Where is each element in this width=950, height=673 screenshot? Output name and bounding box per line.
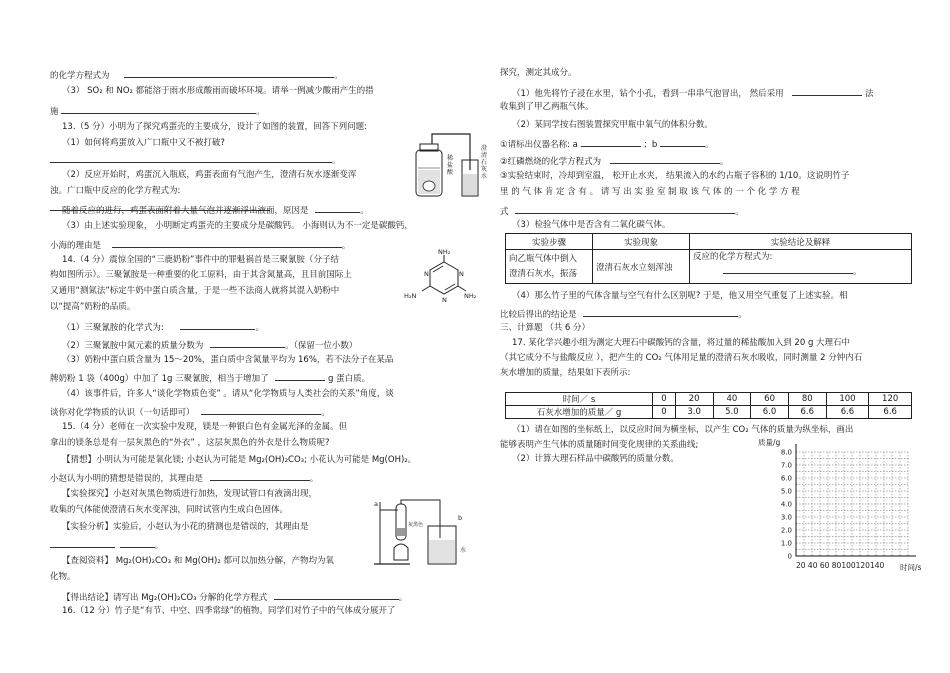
table-cell bbox=[506, 250, 593, 284]
table-cell: 40 bbox=[713, 393, 751, 406]
answer-blank[interactable] bbox=[610, 154, 720, 164]
table-cell: 80 bbox=[788, 393, 826, 406]
r3: 收集到了甲乙两瓶气体。 bbox=[500, 102, 594, 112]
mass-time-table bbox=[505, 392, 912, 419]
r2 bbox=[512, 86, 874, 100]
q12-3-line: （3） SO₂ 和 NO₂ 都能溶于雨水形成酸雨而破坏环境。请举一例减少酸雨产生的措 bbox=[62, 86, 374, 96]
text: 。 bbox=[738, 310, 747, 320]
answer-blank[interactable] bbox=[274, 590, 399, 600]
text: （1）三聚氰胺的化学式为: bbox=[62, 323, 164, 333]
q14-2 bbox=[62, 338, 357, 352]
table-cell: 0 bbox=[653, 406, 676, 419]
table-row bbox=[506, 393, 912, 406]
x-ticks-label: 20 40 60 80100120140 bbox=[796, 561, 885, 570]
text: 。（保留一位小数） bbox=[285, 341, 358, 351]
answer-blank[interactable] bbox=[515, 204, 735, 214]
table-header: 实验步骤 bbox=[506, 234, 593, 250]
q14-4a: （4）该事件后，许多人“谈化学物质色变” 。请从“化学物质与人类社会的关系”角度，谈 bbox=[62, 389, 394, 399]
q13-title: 13.（5 分）小明为了探究鸡蛋壳的主要成分，设计了如图的装置，回答下列问题: bbox=[62, 122, 367, 132]
fig-label: 水 bbox=[460, 547, 467, 554]
text: 小海的理由是 bbox=[50, 241, 102, 251]
answer-blank[interactable] bbox=[210, 471, 310, 481]
mol-label: NH₂ bbox=[438, 248, 451, 256]
r6 bbox=[500, 154, 728, 168]
section-3-title: 三、计算题 （共 6 分） bbox=[500, 323, 591, 333]
fig-label: 灰黑色 bbox=[408, 522, 424, 528]
q13-3b bbox=[50, 238, 350, 252]
q17-1a: （1）请在如图的坐标纸上，以反应时间为横坐标，以产生 CO₂ 气体的质量为纵坐标，画出 bbox=[512, 425, 854, 435]
text: 的化学方程式为 bbox=[50, 71, 110, 81]
table-cell: 6.6 bbox=[826, 406, 869, 419]
q15-ref-a: 【查阅资料】 Mg₂(OH)₂CO₃ 和 Mg(OH)₂ 都可以加热分解，产物均为氧 bbox=[62, 556, 334, 566]
answer-blank[interactable] bbox=[792, 86, 862, 96]
heating-apparatus-figure bbox=[370, 498, 480, 568]
text: 。 bbox=[719, 157, 729, 167]
text: 。 bbox=[321, 408, 330, 418]
q13-2b bbox=[50, 186, 180, 197]
text: 。 bbox=[334, 71, 343, 81]
text: 。 bbox=[256, 107, 265, 117]
table-cell: 6.6 bbox=[788, 406, 826, 419]
q14-1 bbox=[62, 320, 264, 334]
r10: （3）检验气体中是否含有二氧化碳气体。 bbox=[512, 220, 671, 230]
q15-guess-a: 【猜想】小明认为可能是氧化镁; 小赵认为可能是 Mg₂(OH)₂CO₃; 小花认为可能是 Mg(OH)₂。 bbox=[62, 455, 417, 465]
q15-guess-b bbox=[50, 471, 318, 485]
answer-blank[interactable] bbox=[112, 238, 342, 248]
table-cell: 20 bbox=[675, 393, 713, 406]
y-tick-label: 1.0 bbox=[780, 539, 792, 548]
table-cell: 6.0 bbox=[751, 406, 789, 419]
text: 反应的化学方程式为: bbox=[693, 252, 773, 262]
q15-ref-b: 化物。 bbox=[50, 572, 76, 582]
q14-3b bbox=[50, 371, 370, 385]
y-axis-label: 质量/g bbox=[758, 438, 781, 447]
q17b: （其它成分不与盐酸反应 ），把产生的 CO₂ 气体用足量的澄清石灰水吸收，同时测量 2 分钟内石 bbox=[500, 353, 863, 363]
mol-label: NH₂ bbox=[464, 292, 477, 300]
table-cell bbox=[690, 250, 912, 284]
y-tick-label: 4.0 bbox=[780, 500, 792, 509]
egg-apparatus-figure bbox=[410, 130, 490, 200]
text: 【得出结论】请写出 Mg₂(OH)₂CO₃ 分解的化学方程式 bbox=[62, 593, 268, 603]
q14-c: 又通用“测氮法”标定牛奶中蛋白质含量，于是一些不法商人就将其混入奶粉中 bbox=[50, 286, 340, 296]
q13-1-blank-line bbox=[50, 153, 341, 167]
y-tick-label: 6.0 bbox=[780, 474, 792, 483]
r9 bbox=[500, 204, 744, 218]
fig-label: 稀盐酸 bbox=[447, 155, 454, 176]
table-cell: 6.6 bbox=[869, 406, 912, 419]
table-header: 实验现象 bbox=[593, 234, 690, 250]
q13-2c bbox=[62, 203, 369, 217]
q14-4b bbox=[50, 405, 330, 419]
fig-label: b bbox=[458, 514, 463, 522]
table-cell: 3.0 bbox=[675, 406, 713, 419]
y-tick-label: 0 bbox=[787, 552, 792, 561]
y-ticks bbox=[781, 449, 792, 561]
q12-3-blank-line bbox=[50, 104, 265, 118]
answer-blank[interactable] bbox=[275, 371, 325, 381]
q14-3a: （3）奶粉中蛋白质含量为 15～20%，蛋白质中含氮量平均为 16%，若不法分子在某品 bbox=[62, 355, 394, 365]
l1-line bbox=[50, 68, 343, 82]
text: 施 bbox=[50, 107, 59, 117]
table-cell: 60 bbox=[751, 393, 789, 406]
axes bbox=[796, 444, 916, 556]
text: 。 bbox=[154, 541, 164, 551]
answer-blank[interactable] bbox=[201, 405, 321, 415]
y-tick-label: 5.0 bbox=[780, 487, 792, 496]
y-tick-label: 2.0 bbox=[780, 526, 792, 535]
table-cell: 0 bbox=[653, 393, 676, 406]
q17a: 17. 某化学兴趣小组为测定大理石中碳酸钙的含量，将过量的稀盐酸加入到 20 g 大理石中 bbox=[512, 338, 851, 348]
answer-blank[interactable] bbox=[50, 538, 115, 548]
table-cell: 5.0 bbox=[713, 406, 751, 419]
text: 。 bbox=[309, 474, 319, 484]
q15-exp-a: 【实验探究】小赵对灰黑色物质进行加热，发现试管口有液滴出现， bbox=[62, 489, 318, 499]
r11b bbox=[500, 307, 747, 321]
text: 。 bbox=[735, 207, 744, 217]
text: 比较后得出的结论是 bbox=[500, 310, 577, 320]
table-cell: 100 bbox=[826, 393, 869, 406]
answer-blank[interactable] bbox=[124, 68, 334, 78]
text: 向乙瓶气体中倒入 bbox=[509, 253, 578, 264]
q13-2a: （2）反应开始时，鸡蛋沉入瓶底，鸡蛋表面有气泡产生，澄清石灰水逐渐变浑 bbox=[62, 170, 357, 180]
answer-blank[interactable] bbox=[210, 338, 285, 348]
q17-2: （2）计算大理石样品中碳酸钙的质量分数。 bbox=[512, 454, 679, 464]
table-cell: 澄清石灰水立刻浑浊 bbox=[593, 250, 690, 284]
answer-blank[interactable] bbox=[581, 137, 641, 147]
text: ②红磷燃烧的化学方程式为 bbox=[500, 157, 602, 167]
q13-3a: （3）由上述实验现象， 小明断定鸡蛋壳的主要成分是碳酸钙。 小海则认为不一定是碳酸钙， bbox=[62, 221, 413, 231]
text: g 蛋白质。 bbox=[328, 374, 371, 384]
q14-b: 构如图所示）。三聚氰胺是一种重要的化工原料，由于其含氮量高，且目前国际上 bbox=[50, 270, 352, 280]
co2-test-table bbox=[505, 233, 912, 284]
text: ①请标出仪器名称: a bbox=[500, 140, 578, 150]
text: 浊。广口瓶中反应的化学方程式为: bbox=[50, 186, 181, 196]
answer-blank[interactable] bbox=[61, 104, 256, 114]
r4: （2）某同学按右图装置探究甲瓶中氧气的体积分数。 bbox=[512, 120, 713, 130]
y-tick-label: 7.0 bbox=[780, 461, 792, 470]
table-header: 实验结论及解释 bbox=[690, 234, 912, 250]
mol-label: N bbox=[442, 296, 447, 304]
answer-blank[interactable] bbox=[50, 153, 332, 163]
text: 。 bbox=[853, 267, 862, 277]
y-tick-label: 8.0 bbox=[780, 448, 792, 457]
answer-blank[interactable] bbox=[315, 203, 360, 213]
q15-con bbox=[62, 590, 407, 604]
r1: 探究，测定其成分。 bbox=[500, 68, 577, 78]
table-header: 时间／ s bbox=[506, 393, 653, 406]
text: 。 bbox=[255, 323, 264, 333]
text: （2）三聚氰胺中氮元素的质量分数为 bbox=[62, 341, 204, 351]
q15-ana-a: 【实验分析】实验后，小赵认为小花的猜测也是错误的，其理由是 bbox=[62, 522, 309, 532]
q17c: 灰水增加的质量，结果如下表所示: bbox=[500, 368, 631, 378]
text: 谈你对化学物质的认识（一句话即可） bbox=[50, 408, 195, 418]
grid-lines bbox=[796, 444, 916, 556]
text: 。 bbox=[360, 206, 369, 216]
text: （1）他先将竹子浸在水里，钻个小孔，看到一串串气泡冒出， 然后采用 bbox=[512, 89, 784, 99]
text: 小赵认为小明的猜想是错误的，其理由是 bbox=[50, 474, 204, 484]
r11a: （4）那么竹子里的气体含量与空气有什么区别呢? 于是，他又用空气重复了上述实验。相 bbox=[512, 291, 848, 301]
answer-blank[interactable] bbox=[583, 307, 738, 317]
mol-label: N bbox=[424, 270, 429, 278]
text: ；b bbox=[643, 140, 658, 150]
text: 法 bbox=[865, 89, 874, 99]
table-row bbox=[506, 406, 912, 419]
fig-label: 澄清石灰水 bbox=[481, 145, 488, 180]
answer-blank[interactable] bbox=[660, 137, 705, 147]
text: 。 bbox=[341, 241, 351, 251]
q14-d: 以“提高”奶粉的品质。 bbox=[50, 302, 136, 312]
fig-label: a bbox=[374, 500, 378, 508]
q15-b: 拿出的镁条总是有一层灰黑色的“外衣” ，这层灰黑色的外衣是什么物质呢? bbox=[50, 438, 330, 448]
q15-exp-b: 收集的气体能使澄清石灰水变浑浊，同时试管内生成白色固体。 bbox=[50, 505, 289, 515]
x-axis-label: 时间/s bbox=[900, 563, 922, 572]
answer-blank[interactable] bbox=[180, 320, 255, 330]
melamine-structure-figure bbox=[400, 248, 488, 308]
text: 随着反应的进行，鸡蛋表面附着大量气泡并逐渐浮出液面，原因是 bbox=[62, 206, 309, 216]
mol-label: N bbox=[459, 270, 464, 278]
graph-paper[interactable] bbox=[758, 436, 928, 576]
table-cell: 120 bbox=[869, 393, 912, 406]
answer-blank[interactable] bbox=[723, 264, 853, 274]
r7: ③实验结束时，冷却到室温， 松开止水夹， 结果流入的水约占瓶子容积的 1/10。这说明竹子 bbox=[500, 171, 850, 181]
text: 牌奶粉 1 袋（400g）中加了 1g 三聚氰胺，相当于增加了 bbox=[50, 374, 269, 384]
q17-1b: 能够表明产生气体的质量随时间变化规律的关系曲线; bbox=[500, 440, 699, 450]
r8: 里 的 气 体 肯 定 含 有 。 请 写 出 实 验 室 制 取 该 气 体 的 一 个 化 学 方 程 bbox=[500, 187, 800, 197]
q15-ana-blank bbox=[50, 538, 163, 552]
y-tick-label: 3.0 bbox=[780, 513, 792, 522]
r5 bbox=[500, 137, 713, 151]
text: 。 bbox=[332, 156, 341, 166]
q13-1: （1）如何将鸡蛋放入广口瓶中又不被打破? bbox=[62, 138, 225, 148]
mol-label: H₂N bbox=[404, 292, 417, 300]
text: 式 bbox=[500, 207, 509, 217]
text: 。 bbox=[704, 140, 714, 150]
text: 。 bbox=[398, 593, 408, 603]
answer-blank[interactable] bbox=[120, 538, 155, 548]
q14-a: 14.（4 分）震惊全国的“三鹿奶粉”事件中的罪魁祸首是三聚氰胺（分子结 bbox=[62, 255, 339, 265]
text: 澄清石灰水，振荡 bbox=[509, 268, 578, 279]
q16-a: 16.（12 分）竹子是“有节、中空、四季常绿”的植物。同学们对竹子中的气体成分展开了 bbox=[62, 606, 396, 616]
table-header: 石灰水增加的质量／ g bbox=[506, 406, 653, 419]
q15-a: 15.（4 分）老师在一次实验中发现，镁是一种银白色有金属光泽的金属。但 bbox=[62, 422, 348, 432]
